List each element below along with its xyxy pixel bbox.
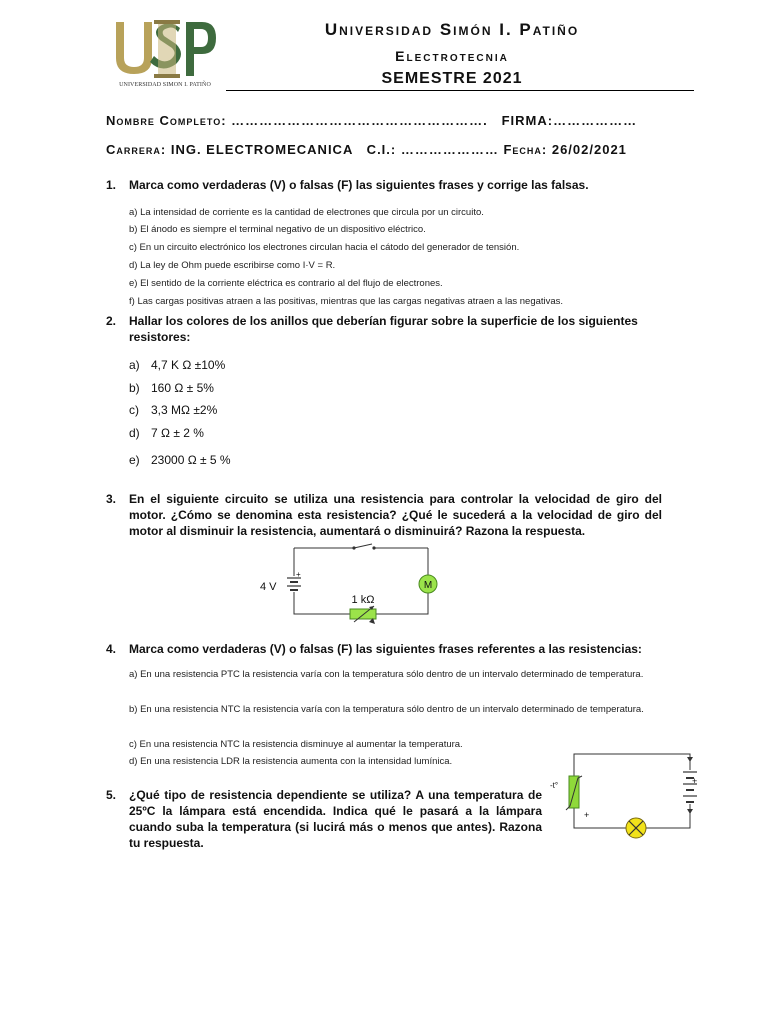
semester-title: SEMESTRE 2021 bbox=[381, 70, 523, 87]
usp-monogram bbox=[108, 18, 222, 82]
question-number: 4. bbox=[106, 642, 117, 656]
switch-contact bbox=[372, 546, 375, 549]
circuit-diagram-motor bbox=[250, 538, 450, 624]
thermistor-plus-label: + bbox=[584, 810, 590, 820]
question-number: 3. bbox=[106, 492, 117, 506]
variable-resistor bbox=[350, 609, 376, 619]
q4-item-c: c) En una resistencia NTC la resistencia disminuye al aumentar la temperatura. bbox=[129, 739, 463, 750]
resistor-item-d: d) 7 Ω ± 2 % bbox=[129, 426, 204, 440]
university-name: Universidad Simón I. Patiño bbox=[324, 20, 580, 39]
circuit-diagram-lamp bbox=[548, 748, 708, 844]
resistor-item-b: b) 160 Ω ± 5% bbox=[129, 381, 214, 395]
q1-item-c: c) En un circuito electrónico los electrones circulan hacia el cátodo del generador de tensión. bbox=[129, 242, 520, 253]
battery-plus-label: + bbox=[296, 570, 301, 579]
resistor-label: 1 kΩ bbox=[351, 594, 375, 606]
resistor-item-c: c) 3,3 MΩ ±2% bbox=[129, 403, 218, 417]
question-5 bbox=[106, 787, 542, 851]
resistor-item-a: a) 4,7 K Ω ±10% bbox=[129, 358, 226, 372]
question-text: Marca como verdaderas (V) o falsas (F) las siguientes frases y corrige las falsas. bbox=[129, 178, 589, 192]
name-signature-field: Nombre Completo: ………………………………………………. FIRMA:……………… bbox=[106, 113, 638, 128]
resistor-item-e: e) 23000 Ω ± 5 % bbox=[129, 453, 231, 467]
q1-item-b: b) El ánodo es siempre el terminal negativo de un dispositivo eléctrico. bbox=[129, 224, 426, 235]
q1-item-f: f) Las cargas positivas atraen a las positivas, mientras que las cargas negativas atraen a las negativas. bbox=[129, 296, 564, 307]
question-number: 2. bbox=[106, 314, 117, 328]
switch-contact bbox=[352, 546, 355, 549]
question-1 bbox=[106, 177, 662, 193]
question-text: En el siguiente circuito se utiliza una resistencia para controlar la velocidad de giro del motor. ¿Cómo se denomina esta resistencia? ¿Qué le sucederá a la velocidad de giro del motor al disminuir la resistencia, aumentará o disminuirá? Razona la respuesta. bbox=[129, 492, 662, 538]
question-number: 1. bbox=[106, 178, 117, 192]
current-arrow bbox=[687, 757, 693, 762]
logo-caption: UNIVERSIDAD SIMON I. PATIÑO bbox=[119, 82, 211, 88]
voltage-label: 4 V bbox=[260, 581, 277, 593]
question-4 bbox=[106, 641, 662, 657]
q4-item-b: b) En una resistencia NTC la resistencia varía con la temperatura sólo dentro de un intervalo determinado de temperatura. bbox=[129, 704, 644, 715]
switch bbox=[354, 544, 372, 548]
question-2 bbox=[106, 313, 662, 345]
question-number: 5. bbox=[106, 788, 117, 802]
university-logo bbox=[108, 18, 222, 94]
thermistor-temp-label: -t° bbox=[550, 781, 559, 790]
q1-item-e: e) El sentido de la corriente eléctrica es contrario al del flujo de electrones. bbox=[129, 278, 443, 289]
q1-item-a: a) La intensidad de corriente es la cantidad de electrones que circula por un circuito. bbox=[129, 207, 484, 218]
header-divider bbox=[226, 90, 694, 91]
subject-title: Electrotecnia bbox=[395, 48, 509, 64]
question-text: Marca como verdaderas (V) o falsas (F) las siguientes frases referentes a las resistencias: bbox=[129, 642, 642, 656]
battery-plus-label: + bbox=[692, 776, 698, 786]
q4-item-a: a) En una resistencia PTC la resistencia varía con la temperatura sólo dentro de un intervalo determinado de temperatura. bbox=[129, 669, 644, 680]
motor-label: M bbox=[423, 580, 433, 591]
current-arrow bbox=[687, 809, 693, 814]
career-ci-date-field: Carrera: ING. ELECTROMECANICA C.I.: ………………… Fecha: 26/02/2021 bbox=[106, 142, 627, 157]
question-text: ¿Qué tipo de resistencia dependiente se utiliza? A una temperatura de 25ºC la lámpara está encendida. Indica qué le pasará a la lámpara cuando suba la temperatura (si lucirá más o menos que antes). Razona tu respuesta. bbox=[129, 788, 542, 850]
question-text: Hallar los colores de los anillos que deberían figurar sobre la superficie de los siguientes resistores: bbox=[129, 314, 638, 344]
q1-item-d: d) La ley de Ohm puede escribirse como I·V = R. bbox=[129, 260, 336, 271]
question-3 bbox=[106, 491, 662, 539]
q4-item-d: d) En una resistencia LDR la resistencia aumenta con la intensidad lumínica. bbox=[129, 756, 453, 767]
